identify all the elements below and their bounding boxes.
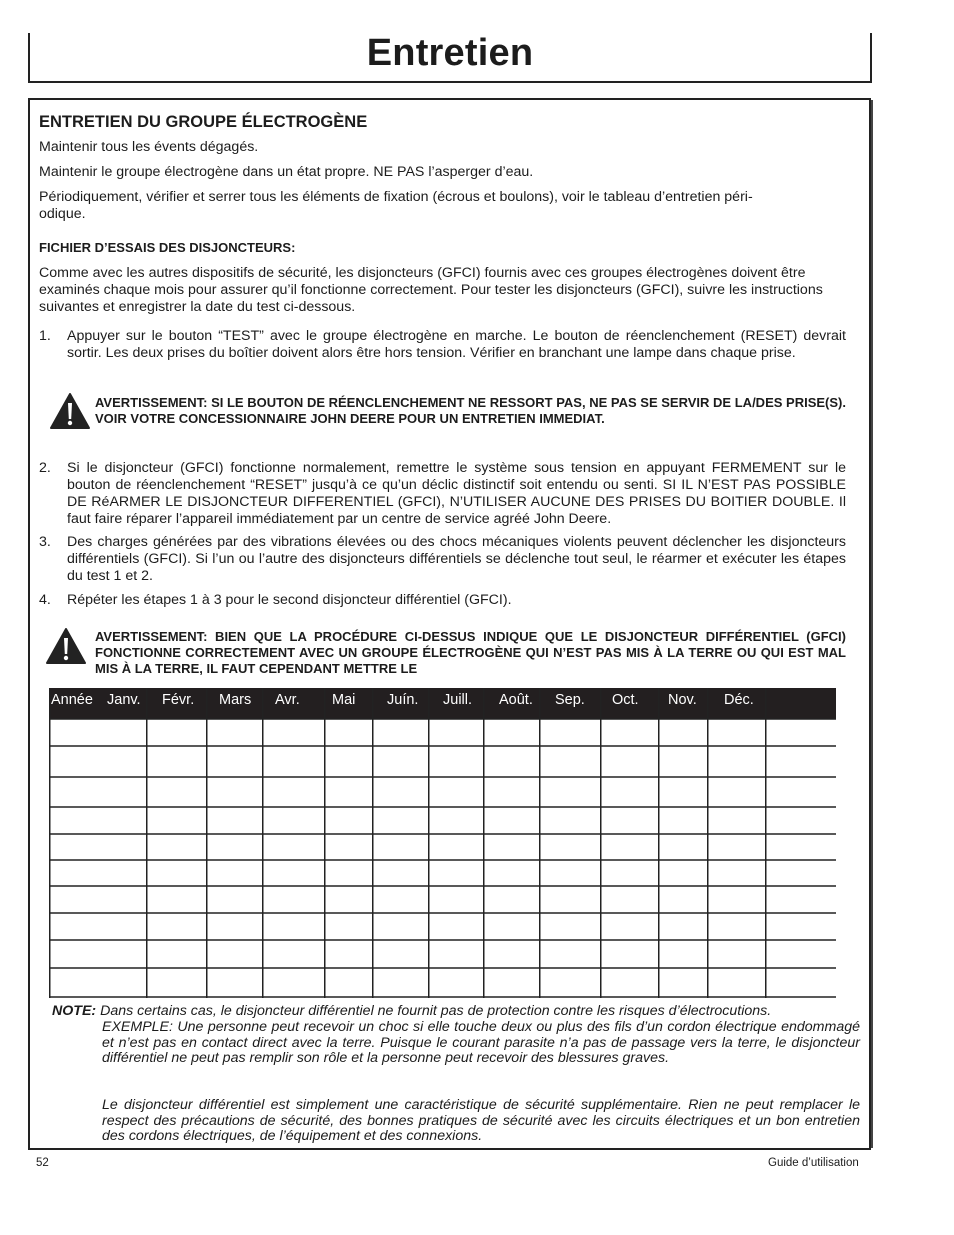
step-number: 1. bbox=[39, 328, 51, 344]
col-header: Mai bbox=[332, 692, 356, 708]
guide-title: Guide d’utilisation bbox=[768, 1157, 859, 1169]
step-number: 3. bbox=[39, 534, 51, 550]
col-header: Sep. bbox=[555, 692, 585, 708]
col-header: Déc. bbox=[724, 692, 754, 708]
col-header: Mars bbox=[219, 692, 252, 708]
col-header: Août. bbox=[499, 692, 533, 708]
paragraph-fasteners-line1: Périodiquement, vérifier et serrer tous les éléments de fixation (écrous et boulons), voir le tableau d’entretien péri- bbox=[39, 189, 753, 205]
paragraph-vents: Maintenir tous les évents dégagés. bbox=[39, 139, 259, 155]
col-header: Juín. bbox=[387, 692, 419, 708]
note-block bbox=[52, 1004, 860, 1020]
warning-triangle-icon bbox=[49, 392, 91, 430]
gfci-subtitle: FICHIER D’ESSAIS DES DISJONCTEURS: bbox=[39, 240, 296, 255]
note-label: NOTE: bbox=[52, 1003, 97, 1019]
step-number: 2. bbox=[39, 460, 51, 476]
paragraph-clean: Maintenir le groupe électrogène dans un état propre. NE PAS l’asperger d’eau. bbox=[39, 164, 534, 180]
note-line1: Dans certains cas, le disjoncteur différentiel ne fournit pas de protection contre les risques d’électrocutions. bbox=[100, 1003, 772, 1019]
warning-ground-clip bbox=[95, 629, 846, 677]
step-text: Des charges générées par des vibrations élevées ou des chocs mécaniques violents peuvent déclencher les disjoncteurs différentiels (GFCI). Si l’un ou l’autre des disjoncteurs différentiels se déclenche tout seul, le réarmer et exécuter les étapes du test 1 et 2. bbox=[67, 534, 846, 584]
note-safety: Le disjoncteur différentiel est simplement une caractéristique de sécurité supplémentaire. Rien ne peut remplacer le respect des précautions de sécurité, des bonnes pratiques de sécurité avec les circuits électriques et un bon entretien des cordons électriques, de l’équipement et des connexions. bbox=[102, 1097, 860, 1144]
col-header: Année bbox=[51, 692, 93, 708]
note-example: EXEMPLE: Une personne peut recevoir un choc si elle touche deux ou plus des fils d’un cordon électrique endommagé et n’est pas en contact direct avec la terre. Puisque le courant parasite n’a pas de passage vers la terre, le disjoncteur différentiel ne peut pas remplir son rôle et la personne peut recevoir des blessures graves. bbox=[102, 1019, 860, 1066]
step-text: Répéter les étapes 1 à 3 pour le second disjoncteur différentiel (GFCI). bbox=[67, 592, 512, 608]
col-header: Juill. bbox=[443, 692, 473, 708]
warning-reset: AVERTISSEMENT: SI LE BOUTON DE RÉENCLENCHEMENT NE RESSORT PAS, NE PAS SE SERVIR DE LA/DES PRISE(S). VOIR VOTRE CONCESSIONNAIRE JOHN DEERE POUR UN ENTRETIEN IMMEDIAT. bbox=[95, 395, 846, 426]
gfci-intro: Comme avec les autres dispositifs de sécurité, les disjoncteurs (GFCI) fournis avec ces groupes électrogènes doivent être examinés chaque mois pour assurer qu’il fonctionne correctement. Pour tester les disjoncteurs (GFCI), suivre les instructions suivantes et enregistrer la date du test ci-dessous. bbox=[39, 265, 823, 315]
warning-triangle-icon bbox=[45, 627, 87, 665]
gfci-test-record-table bbox=[49, 688, 836, 998]
step-text: Appuyer sur le bouton “TEST” avec le groupe électrogène en marche. Le bouton de réenclenchement (RESET) devrait sortir. Les deux prises du boîtier doivent alors être hors tension. Vérifier en branchant une lampe dans chaque prise. bbox=[67, 328, 846, 361]
section-title: ENTRETIEN DU GROUPE ÉLECTROGÈNE bbox=[39, 113, 368, 131]
page-title: Entretien bbox=[366, 32, 534, 74]
col-header: Janv. bbox=[107, 692, 141, 708]
paragraph-fasteners-line2: odique. bbox=[39, 206, 86, 222]
warning-ground: AVERTISSEMENT: BIEN QUE LA PROCÉDURE CI-DESSUS INDIQUE QUE LE DISJONCTEUR DIFFÉRENTIEL (GFCI) FONCTIONNE CORRECTEMENT AVEC UN GROUPE ÉLECTROGÈNE QUI N’EST PAS MIS À LA TERRE OU QUI EST MAL MIS À LA TERRE, IL FAUT CEPENDANT METTRE LE bbox=[95, 629, 846, 676]
step-number: 4. bbox=[39, 592, 51, 608]
col-header: Nov. bbox=[668, 692, 697, 708]
col-header: Avr. bbox=[275, 692, 300, 708]
col-header: Févr. bbox=[162, 692, 195, 708]
page-number: 52 bbox=[36, 1157, 49, 1169]
table-grid bbox=[49, 688, 836, 998]
col-header: Oct. bbox=[612, 692, 639, 708]
step-text: Si le disjoncteur (GFCI) fonctionne normalement, remettre le système sous tension en appuyant FERMEMENT sur le bouton de réenclenchement “RESET” jusqu’à ce qu’un déclic distinctif soit entendu ou senti. SI IL N’EST PAS POSSIBLE DE RéARMER LE DISJONCTEUR DIFFERENTIEL (GFCI), N’UTILISER AUCUNE DES PRISES DU BOITIER DOUBLE. Il faut faire réparer l’appareil immédiatement par un centre de service agréé John Deere. bbox=[67, 460, 846, 527]
title-bar bbox=[28, 33, 872, 83]
